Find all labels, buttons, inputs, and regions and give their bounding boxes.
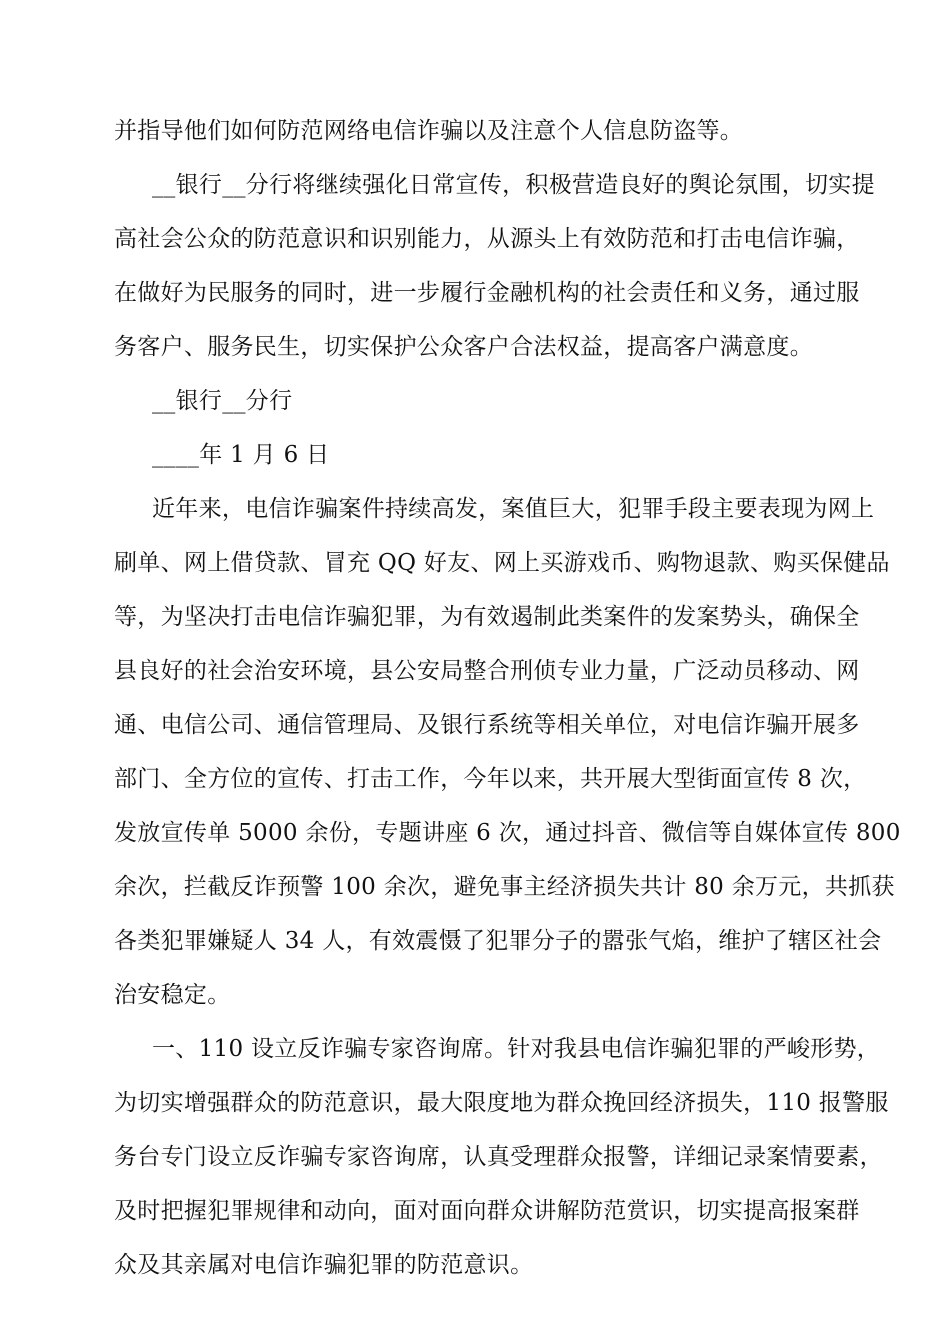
text-line: 高社会公众的防范意识和识别能力，从源头上有效防范和打击电信诈骗， (114, 226, 860, 252)
text-line: 等，为坚决打击电信诈骗犯罪，为有效遏制此类案件的发案势头，确保全 (114, 604, 860, 630)
text-line: 县良好的社会治安环境，县公安局整合刑侦专业力量，广泛动员移动、网 (114, 658, 860, 684)
text-line: 近年来，电信诈骗案件持续高发，案值巨大，犯罪手段主要表现为网上 (152, 496, 875, 522)
text-line: 余次，拦截反诈预警 100 余次，避免事主经济损失共计 80 余万元，共抓获 (114, 874, 895, 900)
text-line: 治安稳定。 (114, 982, 231, 1008)
text-line: 务客户、服务民生，切实保护公众客户合法权益，提高客户满意度。 (114, 334, 813, 360)
text-line: 各类犯罪嫌疑人 34 人，有效震慑了犯罪分子的嚣张气焰，维护了辖区社会 (114, 928, 882, 954)
text-line: 及时把握犯罪规律和动向，面对面向群众讲解防范赏识，切实提高报案群 (114, 1198, 860, 1224)
text-line: 刷单、网上借贷款、冒充 QQ 好友、网上买游戏币、购物退款、购买保健品 (114, 550, 890, 576)
text-line: 众及其亲属对电信诈骗犯罪的防范意识。 (114, 1252, 534, 1278)
text-line: 一、110 设立反诈骗专家咨询席。针对我县电信诈骗犯罪的严峻形势， (152, 1036, 881, 1062)
text-line: 在做好为民服务的同时，进一步履行金融机构的社会责任和义务，通过服 (114, 280, 860, 306)
text-line: __银行__分行将继续强化日常宣传，积极营造良好的舆论氛围，切实提 (152, 172, 875, 198)
text-line: 并指导他们如何防范网络电信诈骗以及注意个人信息防盗等。 (114, 118, 744, 144)
text-line: 为切实增强群众的防范意识，最大限度地为群众挽回经济损失，110 报警服 (114, 1090, 889, 1116)
text-line: 务台专门设立反诈骗专家咨询席，认真受理群众报警，详细记录案情要素， (114, 1144, 883, 1170)
signature-bank: __银行__分行 (152, 388, 293, 414)
text-line: 通、电信公司、通信管理局、及银行系统等相关单位，对电信诈骗开展多 (114, 712, 860, 738)
text-line: 部门、全方位的宣传、打击工作，今年以来，共开展大型街面宣传 8 次， (114, 766, 867, 792)
text-line: 发放宣传单 5000 余份，专题讲座 6 次，通过抖音、微信等自媒体宣传 800 (114, 820, 901, 846)
signature-date: ____年 1 月 6 日 (152, 442, 330, 468)
